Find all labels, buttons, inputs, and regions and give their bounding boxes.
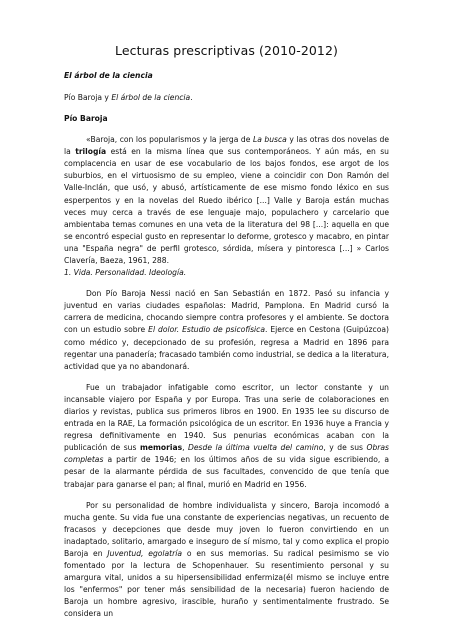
paragraph-1 xyxy=(64,288,389,373)
p2-memorias: memorias xyxy=(139,443,183,453)
p3-juventud: Juventud, egolatría xyxy=(107,549,183,558)
p2-part-d: a partir de 1946; en los últimos años de su vida sigue escribiendo, a pesar de la alarmante pérdida de sus facultades, convencido de que tenía que trabajar para ganarse el pan; al final, murió en Madrid en 1956. xyxy=(64,455,389,489)
quote-la-busca: La busca xyxy=(252,135,287,145)
p1-thesis: El dolor. Estudio de psicofísica xyxy=(148,325,265,335)
byline-end: . xyxy=(190,93,193,102)
byline xyxy=(64,92,389,104)
p2-part-a: Fue un trabajador infatigable como escritor, un lector constante y un incansable viajero por España y por Europa. Tras una serie de colaboraciones en diarios y revistas, publica sus primeros libros en 1900. En 1935 lee su discurso de entrada en la RAE, La formación psicológica de un escritor. En 1936 huye a Francia y regresa definitivamente en 1940. Sus penurias económicas acaban con la publicación de sus xyxy=(64,382,389,453)
p2-part-b: , xyxy=(182,443,189,453)
quote-paragraph xyxy=(64,134,389,267)
section-heading-author: Pío Baroja xyxy=(64,114,108,124)
paragraph-3 xyxy=(64,500,389,621)
quote-part-1: «Baroja, con los popularismos y la jerga de xyxy=(86,135,253,145)
section-heading-vida: 1. Vida. Personalidad. Ideología. xyxy=(64,268,187,278)
p1-part-b: . Ejerce en Cestona (Guipúzcoa) como médico y, decepcionado de su profesión, regresa a Madrid en 1896 para regentar una panadería; fracasado también como industrial, se dedica a la literatura, actividad que ya no abandonará. xyxy=(64,325,389,371)
quote-trilogia: trilogía xyxy=(75,147,107,157)
p2-part-c: , y de sus xyxy=(323,443,367,453)
p3-part-a: Por su personalidad de hombre individualista y sincero, Baroja incomodó a mucha gente. Su vida fue una constante de experiencias negativas, un recuento de fracasos y decepciones que desde muy joven lo fueron convirtiendo en un inadaptado, solitario, amargado e inseguro de sí mismo, tal y como explica el propio Baroja en xyxy=(64,500,389,558)
quote-part-3: está en la misma línea que sus contemporáneos. Y aún más, en su complacencia en usar de ese vocabulario de los bajos fondos, ese argot de los suburbios, en el virtuosismo de su empleo, viene a coincidir con Don Ramón del Valle-Inclán, que usó, y abusó, artísticamente de ese mismo fondo léxico en sus esperpentos y en la novelas del Ruedo ibérico [...] Valle y Baroja están muchas veces muy cerca a través de ese lenguaje majo, populachero y carcelario que ambientaba temas comunes en una veta de la literatura del 98 [...]: aquella en que se encontró especial gusto en representar lo deforme, grotesco y macabro, en pintar una "España negra" de perfil grotesco, sórdida, mísera y pintoresca [...] » Carlos Clavería, Baeza, 1961, 288. xyxy=(64,147,389,266)
subtitle: El árbol de la ciencia xyxy=(64,71,153,80)
paragraph-2 xyxy=(64,382,389,491)
byline-work: El árbol de la ciencia xyxy=(111,93,191,102)
quote-part-2: y las otras dos novelas de la xyxy=(64,135,389,157)
p1-part-a: Don Pío Baroja Nessi nació en San Sebastián en 1872. Pasó su infancia y juventud en varias ciudades españolas: Madrid, Pamplona. En Madrid cursó la carrera de medicina, chocando siempre contra profesores y el ambiente. Se doctora con un estudio sobre xyxy=(64,289,389,335)
page-title: Lecturas prescriptivas (2010-2012) xyxy=(114,43,339,58)
byline-author: Pío Baroja y xyxy=(64,93,112,102)
p2-obras: Obras completas xyxy=(64,443,390,465)
p2-desde: Desde la última vuelta del camino xyxy=(188,443,324,453)
p3-part-b: o en sus memorias. Su radical pesimismo se vio fomentado por la lectura de Schopenhauer. Su resentimiento personal y su amargura vital, unidos a su hipersensibilidad enfermiza(él mismo se incluye entre los "enfermos" por tener más sensibilidad de la necesaria) fueron haciendo de Baroja un hombre agresivo, irascible, huraño y sentimentalmente frustrado. Se considera un xyxy=(64,549,390,619)
